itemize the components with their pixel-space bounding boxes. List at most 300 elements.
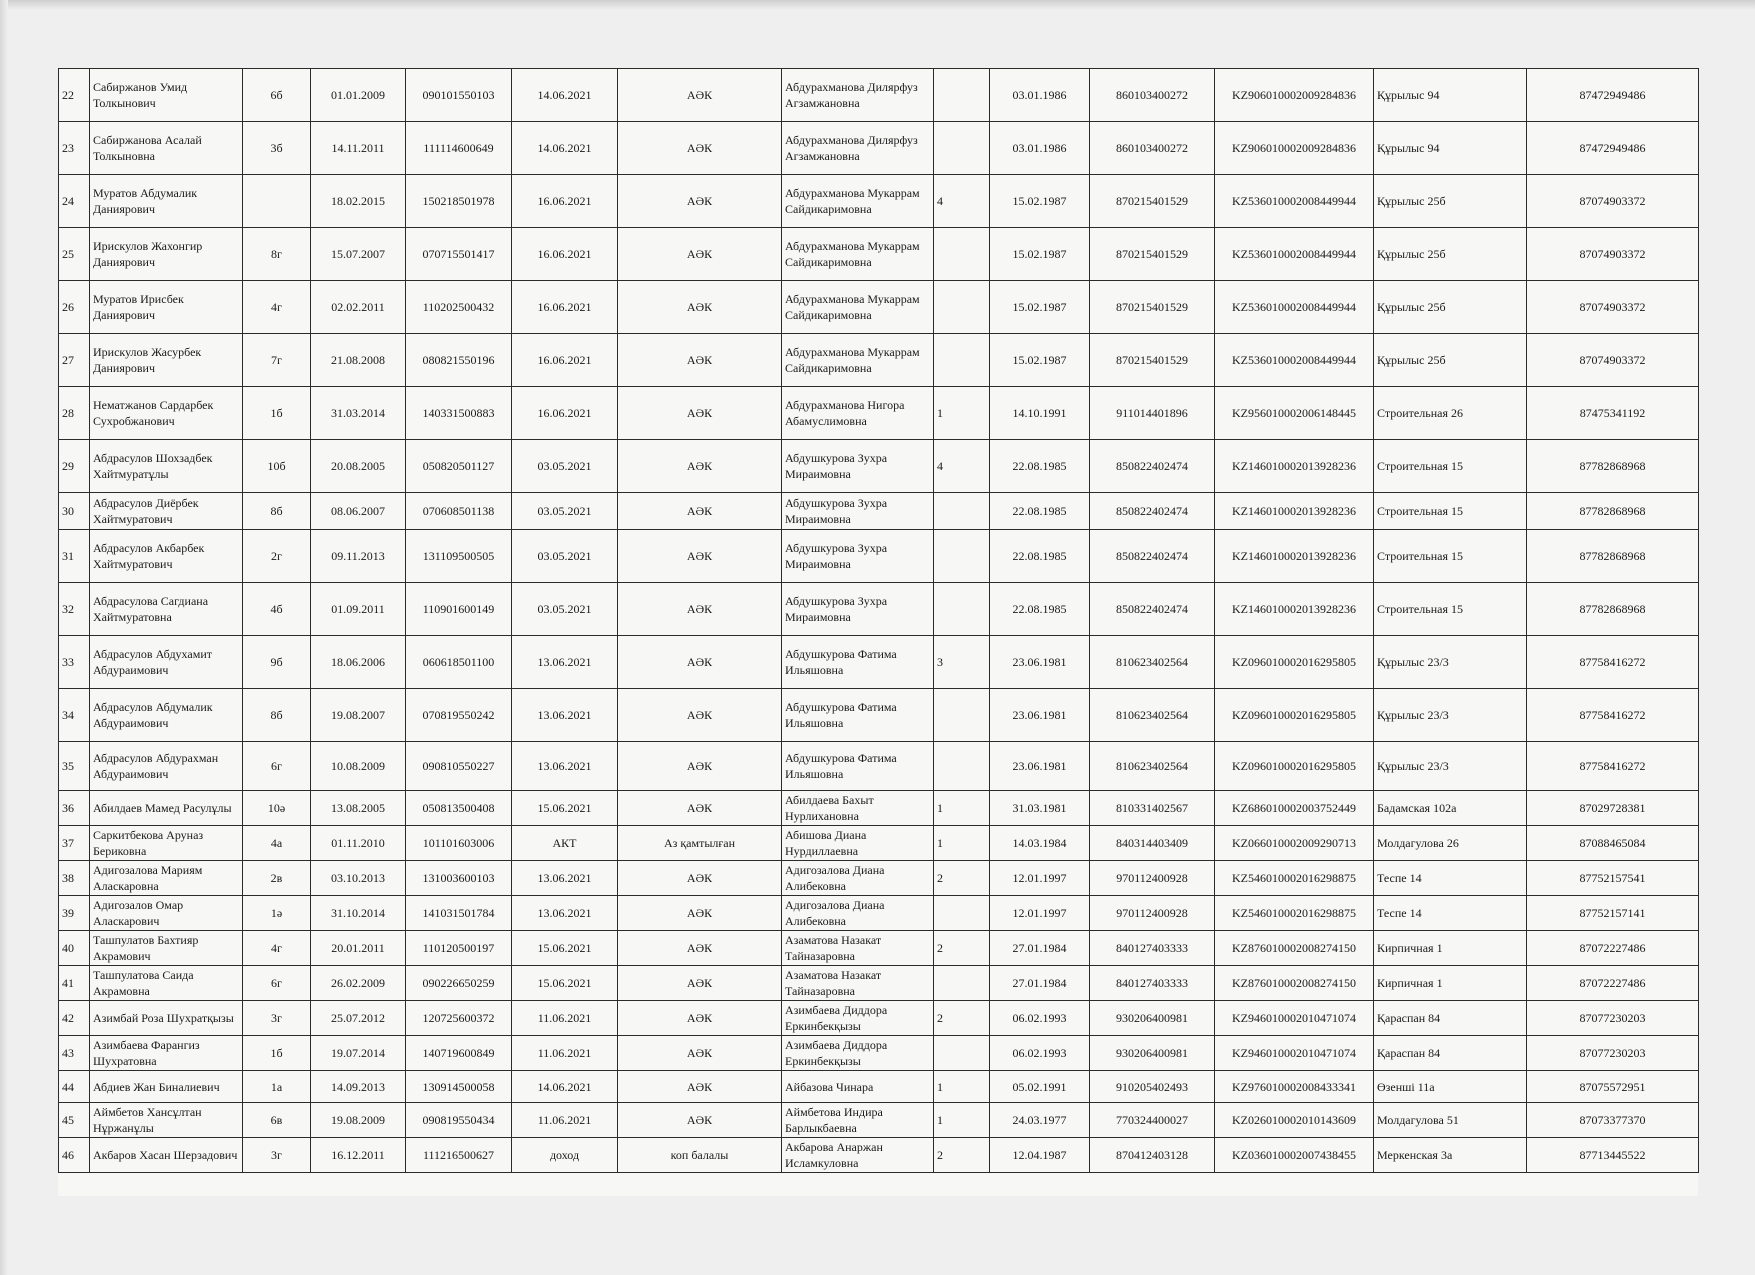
student-name-cell: Адигозалова Мариям Аласкаровна — [90, 861, 243, 896]
student-name-cell: Саркитбекова Аруназ Бериковна — [90, 826, 243, 861]
basis-cell: АӘК — [618, 861, 782, 896]
student-name-cell: Ташпулатов Бахтияр Акрамович — [90, 931, 243, 966]
row-number-cell: 45 — [59, 1103, 90, 1138]
table-row — [59, 1103, 1699, 1138]
parent-iin-cell: 870215401529 — [1090, 228, 1215, 281]
address-cell: Құрылыс 23/3 — [1374, 689, 1527, 742]
application-date-cell: 11.06.2021 — [512, 1001, 618, 1036]
children-count-cell: 1 — [934, 1071, 990, 1103]
birth-date-cell: 31.10.2014 — [311, 896, 406, 931]
class-cell: 2в — [243, 861, 311, 896]
application-date-cell: 16.06.2021 — [512, 281, 618, 334]
row-number-cell: 35 — [59, 742, 90, 791]
birth-date-cell: 31.03.2014 — [311, 387, 406, 440]
parent-name-cell: Айбазова Чинара — [782, 1071, 934, 1103]
student-name-cell: Абдрасулов Абдухамит Абдураимович — [90, 636, 243, 689]
student-name-cell: Адигозалов Омар Аласкарович — [90, 896, 243, 931]
account-iban-cell: KZ946010002010471074 — [1215, 1036, 1374, 1071]
basis-cell: АӘК — [618, 440, 782, 493]
parent-iin-cell: 850822402474 — [1090, 440, 1215, 493]
row-number-cell: 30 — [59, 493, 90, 530]
parent-name-cell: Абдурахманова Мукаррам Сайдикаримовна — [782, 175, 934, 228]
address-cell: Теспе 14 — [1374, 861, 1527, 896]
application-date-cell: 16.06.2021 — [512, 387, 618, 440]
children-count-cell: 2 — [934, 931, 990, 966]
parent-iin-cell: 970112400928 — [1090, 861, 1215, 896]
parent-name-cell: Аймбетова Индира Барлыкбаевна — [782, 1103, 934, 1138]
class-cell — [243, 175, 311, 228]
parent-name-cell: Абдурахманова Мукаррам Сайдикаримовна — [782, 228, 934, 281]
row-number-cell: 32 — [59, 583, 90, 636]
phone-cell: 87072227486 — [1527, 931, 1699, 966]
table-row — [59, 122, 1699, 175]
table-row — [59, 1036, 1699, 1071]
table-row — [59, 175, 1699, 228]
address-cell: Кирпичная 1 — [1374, 931, 1527, 966]
birth-date-cell: 09.11.2013 — [311, 530, 406, 583]
parent-iin-cell: 970112400928 — [1090, 896, 1215, 931]
row-number-cell: 33 — [59, 636, 90, 689]
class-cell: 1б — [243, 387, 311, 440]
student-name-cell: Абдрасулов Диёрбек Хайтмуратович — [90, 493, 243, 530]
table-row — [59, 530, 1699, 583]
phone-cell: 87074903372 — [1527, 228, 1699, 281]
phone-cell: 87075572951 — [1527, 1071, 1699, 1103]
table-row — [59, 861, 1699, 896]
class-cell: 6г — [243, 966, 311, 1001]
student-name-cell: Акбаров Хасан Шерзадович — [90, 1138, 243, 1173]
parent-birth-date-cell: 05.02.1991 — [990, 1071, 1090, 1103]
application-date-cell: 03.05.2021 — [512, 583, 618, 636]
student-name-cell: Абилдаев Мамед Расулұлы — [90, 791, 243, 826]
phone-cell: 87073377370 — [1527, 1103, 1699, 1138]
parent-name-cell: Абдурахманова Дилярфуз Агзамжановна — [782, 122, 934, 175]
basis-cell: АӘК — [618, 122, 782, 175]
student-iin-cell: 110202500432 — [406, 281, 512, 334]
student-name-cell: Сабиржанова Асалай Толкыновна — [90, 122, 243, 175]
basis-cell: АӘК — [618, 791, 782, 826]
row-number-cell: 27 — [59, 334, 90, 387]
basis-cell: коп балалы — [618, 1138, 782, 1173]
parent-birth-date-cell: 22.08.1985 — [990, 440, 1090, 493]
class-cell: 8г — [243, 228, 311, 281]
parent-birth-date-cell: 15.02.1987 — [990, 228, 1090, 281]
parent-birth-date-cell: 14.03.1984 — [990, 826, 1090, 861]
children-count-cell: 1 — [934, 387, 990, 440]
application-date-cell: 11.06.2021 — [512, 1103, 618, 1138]
table-row — [59, 742, 1699, 791]
class-cell: 1ә — [243, 896, 311, 931]
parent-name-cell: Акбарова Анаржан Исламкуловна — [782, 1138, 934, 1173]
class-cell: 6б — [243, 69, 311, 122]
parent-name-cell: Адигозалова Диана Алибековна — [782, 896, 934, 931]
parent-birth-date-cell: 31.03.1981 — [990, 791, 1090, 826]
parent-name-cell: Абишова Диана Нурдиллаевна — [782, 826, 934, 861]
row-number-cell: 39 — [59, 896, 90, 931]
application-date-cell: 13.06.2021 — [512, 689, 618, 742]
student-name-cell: Ирискулов Жахонгир Даниярович — [90, 228, 243, 281]
student-iin-cell: 090819550434 — [406, 1103, 512, 1138]
account-iban-cell: KZ536010002008449944 — [1215, 281, 1374, 334]
parent-name-cell: Абдушкурова Фатима Ильяшовна — [782, 636, 934, 689]
children-count-cell — [934, 896, 990, 931]
row-number-cell: 25 — [59, 228, 90, 281]
table-row — [59, 791, 1699, 826]
student-name-cell: Абдрасулов Шохзадбек Хайтмуратұлы — [90, 440, 243, 493]
row-number-cell: 26 — [59, 281, 90, 334]
student-name-cell: Абдрасулов Абдурахман Абдураимович — [90, 742, 243, 791]
class-cell: 3г — [243, 1138, 311, 1173]
application-date-cell: 15.06.2021 — [512, 931, 618, 966]
table-row — [59, 826, 1699, 861]
table-row — [59, 69, 1699, 122]
account-iban-cell: KZ536010002008449944 — [1215, 175, 1374, 228]
scan-edge-top — [0, 0, 1755, 10]
children-count-cell: 4 — [934, 440, 990, 493]
basis-cell: АӘК — [618, 931, 782, 966]
parent-birth-date-cell: 23.06.1981 — [990, 636, 1090, 689]
account-iban-cell: KZ036010002007438455 — [1215, 1138, 1374, 1173]
children-count-cell — [934, 228, 990, 281]
phone-cell: 87077230203 — [1527, 1036, 1699, 1071]
parent-name-cell: Абдурахманова Нигора Абамуслимовна — [782, 387, 934, 440]
account-iban-cell: KZ096010002016295805 — [1215, 689, 1374, 742]
parent-iin-cell: 860103400272 — [1090, 69, 1215, 122]
account-iban-cell: KZ146010002013928236 — [1215, 493, 1374, 530]
phone-cell: 87074903372 — [1527, 281, 1699, 334]
account-iban-cell: KZ956010002006148445 — [1215, 387, 1374, 440]
parent-birth-date-cell: 22.08.1985 — [990, 530, 1090, 583]
student-iin-cell: 060618501100 — [406, 636, 512, 689]
application-date-cell: 03.05.2021 — [512, 530, 618, 583]
parent-birth-date-cell: 12.04.1987 — [990, 1138, 1090, 1173]
student-iin-cell: 110901600149 — [406, 583, 512, 636]
parent-iin-cell: 860103400272 — [1090, 122, 1215, 175]
parent-name-cell: Абдушкурова Зухра Мираимовна — [782, 583, 934, 636]
phone-cell: 87782868968 — [1527, 583, 1699, 636]
phone-cell: 87475341192 — [1527, 387, 1699, 440]
table-row — [59, 931, 1699, 966]
account-iban-cell: KZ536010002008449944 — [1215, 228, 1374, 281]
row-number-cell: 46 — [59, 1138, 90, 1173]
basis-cell: АӘК — [618, 1071, 782, 1103]
row-number-cell: 44 — [59, 1071, 90, 1103]
children-count-cell: 4 — [934, 175, 990, 228]
address-cell: Құрылыс 25б — [1374, 334, 1527, 387]
application-date-cell: 16.06.2021 — [512, 334, 618, 387]
application-date-cell: 14.06.2021 — [512, 69, 618, 122]
student-iin-cell: 090810550227 — [406, 742, 512, 791]
parent-iin-cell: 870215401529 — [1090, 175, 1215, 228]
address-cell: Құрылыс 23/3 — [1374, 636, 1527, 689]
parent-name-cell: Абдушкурова Фатима Ильяшовна — [782, 742, 934, 791]
parent-name-cell: Адигозалова Диана Алибековна — [782, 861, 934, 896]
account-iban-cell: KZ146010002013928236 — [1215, 440, 1374, 493]
parent-iin-cell: 840127403333 — [1090, 966, 1215, 1001]
account-iban-cell: KZ876010002008274150 — [1215, 931, 1374, 966]
birth-date-cell: 26.02.2009 — [311, 966, 406, 1001]
children-count-cell: 3 — [934, 636, 990, 689]
row-number-cell: 22 — [59, 69, 90, 122]
student-roster-table — [58, 68, 1699, 1173]
parent-iin-cell: 870412403128 — [1090, 1138, 1215, 1173]
children-count-cell: 1 — [934, 826, 990, 861]
parent-name-cell: Абдушкурова Зухра Мираимовна — [782, 493, 934, 530]
address-cell: Строительная 26 — [1374, 387, 1527, 440]
address-cell: Строительная 15 — [1374, 530, 1527, 583]
basis-cell: АӘК — [618, 636, 782, 689]
student-iin-cell: 141031501784 — [406, 896, 512, 931]
children-count-cell — [934, 689, 990, 742]
student-name-cell: Муратов Ирисбек Даниярович — [90, 281, 243, 334]
parent-birth-date-cell: 03.01.1986 — [990, 69, 1090, 122]
account-iban-cell: KZ876010002008274150 — [1215, 966, 1374, 1001]
table-row — [59, 1138, 1699, 1173]
phone-cell: 87782868968 — [1527, 493, 1699, 530]
student-iin-cell: 130914500058 — [406, 1071, 512, 1103]
class-cell: 1б — [243, 1036, 311, 1071]
address-cell: Құрылыс 23/3 — [1374, 742, 1527, 791]
parent-name-cell: Азаматова Назакат Тайназаровна — [782, 931, 934, 966]
parent-iin-cell: 850822402474 — [1090, 530, 1215, 583]
address-cell: Строительная 15 — [1374, 440, 1527, 493]
student-name-cell: Абдиев Жан Биналиевич — [90, 1071, 243, 1103]
student-name-cell: Нематжанов Сардарбек Сухробжанович — [90, 387, 243, 440]
student-iin-cell: 110120500197 — [406, 931, 512, 966]
children-count-cell — [934, 966, 990, 1001]
row-number-cell: 40 — [59, 931, 90, 966]
student-iin-cell: 080821550196 — [406, 334, 512, 387]
basis-cell: АӘК — [618, 69, 782, 122]
phone-cell: 87029728381 — [1527, 791, 1699, 826]
row-number-cell: 24 — [59, 175, 90, 228]
account-iban-cell: KZ906010002009284836 — [1215, 122, 1374, 175]
application-date-cell: 13.06.2021 — [512, 896, 618, 931]
application-date-cell: 03.05.2021 — [512, 440, 618, 493]
parent-birth-date-cell: 23.06.1981 — [990, 689, 1090, 742]
row-number-cell: 36 — [59, 791, 90, 826]
parent-iin-cell: 810623402564 — [1090, 742, 1215, 791]
children-count-cell — [934, 742, 990, 791]
student-iin-cell: 101101603006 — [406, 826, 512, 861]
birth-date-cell: 18.02.2015 — [311, 175, 406, 228]
address-cell: Құрылыс 25б — [1374, 281, 1527, 334]
account-iban-cell: KZ686010002003752449 — [1215, 791, 1374, 826]
parent-birth-date-cell: 22.08.1985 — [990, 493, 1090, 530]
account-iban-cell: KZ546010002016298875 — [1215, 861, 1374, 896]
children-count-cell — [934, 122, 990, 175]
class-cell: 3г — [243, 1001, 311, 1036]
row-number-cell: 34 — [59, 689, 90, 742]
student-name-cell: Ташпулатова Саида Акрамовна — [90, 966, 243, 1001]
basis-cell: АӘК — [618, 175, 782, 228]
address-cell: Строительная 15 — [1374, 493, 1527, 530]
application-date-cell: 03.05.2021 — [512, 493, 618, 530]
student-iin-cell: 140331500883 — [406, 387, 512, 440]
basis-cell: Аз қамтылған — [618, 826, 782, 861]
birth-date-cell: 13.08.2005 — [311, 791, 406, 826]
table-row — [59, 689, 1699, 742]
birth-date-cell: 01.11.2010 — [311, 826, 406, 861]
parent-name-cell: Азимбаева Диддора Еркинбекқызы — [782, 1001, 934, 1036]
table-row — [59, 1071, 1699, 1103]
application-date-cell: 13.06.2021 — [512, 861, 618, 896]
row-number-cell: 29 — [59, 440, 90, 493]
parent-name-cell: Абилдаева Бахыт Нурлихановна — [782, 791, 934, 826]
address-cell: Қараспан 84 — [1374, 1036, 1527, 1071]
class-cell: 8б — [243, 689, 311, 742]
children-count-cell — [934, 583, 990, 636]
birth-date-cell: 14.09.2013 — [311, 1071, 406, 1103]
student-iin-cell: 131109500505 — [406, 530, 512, 583]
parent-name-cell: Абдушкурова Зухра Мираимовна — [782, 530, 934, 583]
roster-body — [59, 69, 1699, 1173]
address-cell: Строительная 15 — [1374, 583, 1527, 636]
student-iin-cell: 111216500627 — [406, 1138, 512, 1173]
children-count-cell: 1 — [934, 791, 990, 826]
class-cell: 10б — [243, 440, 311, 493]
row-number-cell: 28 — [59, 387, 90, 440]
parent-name-cell: Абдурахманова Мукаррам Сайдикаримовна — [782, 281, 934, 334]
address-cell: Меркенская 3а — [1374, 1138, 1527, 1173]
student-iin-cell: 050820501127 — [406, 440, 512, 493]
birth-date-cell: 19.07.2014 — [311, 1036, 406, 1071]
basis-cell: АӘК — [618, 896, 782, 931]
application-date-cell: АКТ — [512, 826, 618, 861]
account-iban-cell: KZ096010002016295805 — [1215, 636, 1374, 689]
table-row — [59, 896, 1699, 931]
class-cell: 8б — [243, 493, 311, 530]
children-count-cell: 2 — [934, 861, 990, 896]
account-iban-cell: KZ906010002009284836 — [1215, 69, 1374, 122]
birth-date-cell: 19.08.2007 — [311, 689, 406, 742]
address-cell: Құрылыс 25б — [1374, 228, 1527, 281]
children-count-cell — [934, 334, 990, 387]
row-number-cell: 43 — [59, 1036, 90, 1071]
application-date-cell: 15.06.2021 — [512, 966, 618, 1001]
parent-birth-date-cell: 12.01.1997 — [990, 861, 1090, 896]
address-cell: Құрылыс 94 — [1374, 69, 1527, 122]
account-iban-cell: KZ536010002008449944 — [1215, 334, 1374, 387]
phone-cell: 87074903372 — [1527, 175, 1699, 228]
student-iin-cell: 111114600649 — [406, 122, 512, 175]
parent-birth-date-cell: 12.01.1997 — [990, 896, 1090, 931]
basis-cell: АӘК — [618, 281, 782, 334]
table-row — [59, 334, 1699, 387]
birth-date-cell: 21.08.2008 — [311, 334, 406, 387]
row-number-cell: 41 — [59, 966, 90, 1001]
application-date-cell: 14.06.2021 — [512, 122, 618, 175]
student-iin-cell: 150218501978 — [406, 175, 512, 228]
phone-cell: 87782868968 — [1527, 530, 1699, 583]
student-name-cell: Азимбай Роза Шухратқызы — [90, 1001, 243, 1036]
student-iin-cell: 070715501417 — [406, 228, 512, 281]
phone-cell: 87077230203 — [1527, 1001, 1699, 1036]
parent-birth-date-cell: 24.03.1977 — [990, 1103, 1090, 1138]
student-name-cell: Аймбетов Хансұлтан Нұржанұлы — [90, 1103, 243, 1138]
parent-birth-date-cell: 14.10.1991 — [990, 387, 1090, 440]
class-cell: 7г — [243, 334, 311, 387]
parent-birth-date-cell: 23.06.1981 — [990, 742, 1090, 791]
address-cell: Құрылыс 94 — [1374, 122, 1527, 175]
parent-name-cell: Абдурахманова Мукаррам Сайдикаримовна — [782, 334, 934, 387]
address-cell: Молдагулова 26 — [1374, 826, 1527, 861]
phone-cell: 87752157541 — [1527, 861, 1699, 896]
student-name-cell: Абдрасулов Абдумалик Абдураимович — [90, 689, 243, 742]
student-name-cell: Сабиржанов Умид Толкынович — [90, 69, 243, 122]
parent-iin-cell: 770324400027 — [1090, 1103, 1215, 1138]
parent-iin-cell: 930206400981 — [1090, 1036, 1215, 1071]
class-cell: 6г — [243, 742, 311, 791]
student-iin-cell: 090101550103 — [406, 69, 512, 122]
basis-cell: АӘК — [618, 1001, 782, 1036]
parent-iin-cell: 911014401896 — [1090, 387, 1215, 440]
class-cell: 2г — [243, 530, 311, 583]
application-date-cell: 14.06.2021 — [512, 1071, 618, 1103]
class-cell: 3б — [243, 122, 311, 175]
children-count-cell — [934, 281, 990, 334]
parent-iin-cell: 840314403409 — [1090, 826, 1215, 861]
student-iin-cell: 140719600849 — [406, 1036, 512, 1071]
row-number-cell: 23 — [59, 122, 90, 175]
application-date-cell: 13.06.2021 — [512, 742, 618, 791]
children-count-cell — [934, 530, 990, 583]
basis-cell: АӘК — [618, 228, 782, 281]
application-date-cell: доход — [512, 1138, 618, 1173]
birth-date-cell: 01.09.2011 — [311, 583, 406, 636]
parent-birth-date-cell: 06.02.1993 — [990, 1001, 1090, 1036]
class-cell: 1а — [243, 1071, 311, 1103]
parent-name-cell: Абдушкурова Фатима Ильяшовна — [782, 689, 934, 742]
account-iban-cell: KZ146010002013928236 — [1215, 530, 1374, 583]
table-row — [59, 228, 1699, 281]
student-iin-cell: 131003600103 — [406, 861, 512, 896]
parent-birth-date-cell: 15.02.1987 — [990, 334, 1090, 387]
birth-date-cell: 01.01.2009 — [311, 69, 406, 122]
basis-cell: АӘК — [618, 530, 782, 583]
address-cell: Кирпичная 1 — [1374, 966, 1527, 1001]
student-name-cell: Ирискулов Жасурбек Даниярович — [90, 334, 243, 387]
parent-iin-cell: 840127403333 — [1090, 931, 1215, 966]
parent-birth-date-cell: 15.02.1987 — [990, 175, 1090, 228]
phone-cell: 87472949486 — [1527, 122, 1699, 175]
birth-date-cell: 15.07.2007 — [311, 228, 406, 281]
birth-date-cell: 19.08.2009 — [311, 1103, 406, 1138]
address-cell: Қараспан 84 — [1374, 1001, 1527, 1036]
class-cell: 9б — [243, 636, 311, 689]
table-row — [59, 636, 1699, 689]
parent-iin-cell: 910205402493 — [1090, 1071, 1215, 1103]
class-cell: 10ә — [243, 791, 311, 826]
application-date-cell: 11.06.2021 — [512, 1036, 618, 1071]
basis-cell: АӘК — [618, 966, 782, 1001]
row-number-cell: 37 — [59, 826, 90, 861]
parent-iin-cell: 850822402474 — [1090, 583, 1215, 636]
parent-iin-cell: 810623402564 — [1090, 689, 1215, 742]
student-name-cell: Азимбаева Фарангиз Шухратовна — [90, 1036, 243, 1071]
phone-cell: 87758416272 — [1527, 742, 1699, 791]
basis-cell: АӘК — [618, 742, 782, 791]
parent-iin-cell: 850822402474 — [1090, 493, 1215, 530]
address-cell: Теспе 14 — [1374, 896, 1527, 931]
birth-date-cell: 20.01.2011 — [311, 931, 406, 966]
birth-date-cell: 08.06.2007 — [311, 493, 406, 530]
account-iban-cell: KZ976010002008433341 — [1215, 1071, 1374, 1103]
address-cell: Өзенші 11а — [1374, 1071, 1527, 1103]
student-name-cell: Муратов Абдумалик Даниярович — [90, 175, 243, 228]
parent-iin-cell: 930206400981 — [1090, 1001, 1215, 1036]
parent-name-cell: Абдурахманова Дилярфуз Агзамжановна — [782, 69, 934, 122]
